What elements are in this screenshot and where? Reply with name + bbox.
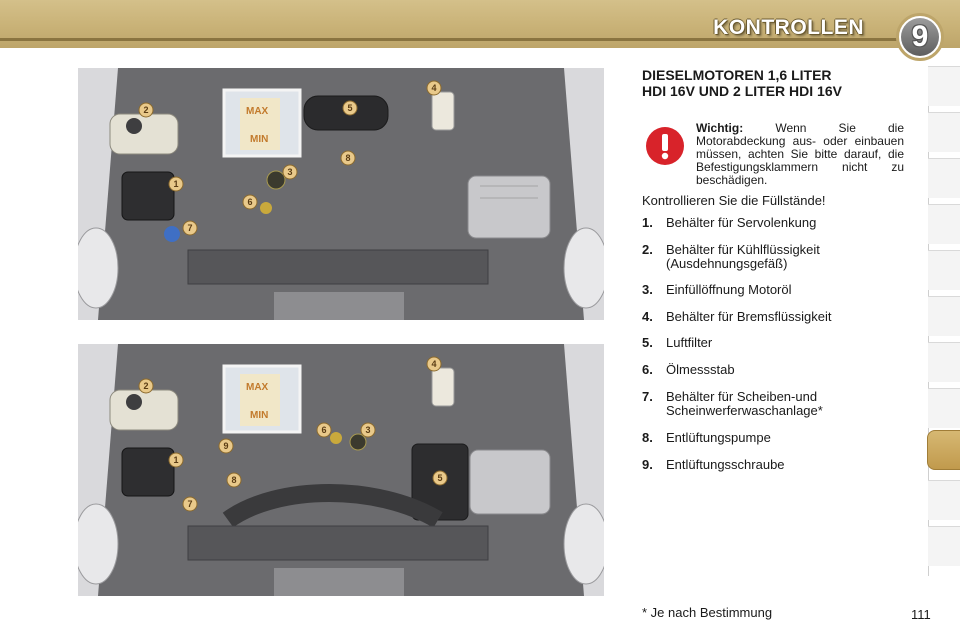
fluid-check-list [642, 216, 912, 478]
chapter-tab-4[interactable] [928, 204, 960, 244]
min-label: MIN [250, 134, 269, 145]
engine-figure-bottom [78, 344, 604, 596]
section-title [642, 67, 912, 99]
engine-illustration-top [78, 68, 604, 320]
list-item: 1. Behälter für Servolenkung [642, 215, 817, 230]
section-title-line1: DIESELMOTOREN 1,6 LITER [642, 67, 832, 83]
important-text: Wenn Sie die Motorabdeckung aus- oder einbauen müssen, achten Sie bitte darauf, die Befestigungsklammern nicht zu beschädigen. [696, 121, 905, 187]
list-item: 8. Entlüftungspumpe [642, 430, 771, 445]
chapter-tab-3[interactable] [928, 158, 960, 198]
chapter-number-badge [896, 13, 944, 61]
important-note [696, 122, 904, 187]
engine-figure-top [78, 68, 604, 320]
max-label: MAX [246, 106, 269, 117]
callout-3: 3 [287, 167, 293, 177]
list-item: 5. Luftfilter [642, 335, 713, 350]
list-item: 3. Einfüllöffnung Motoröl [642, 282, 792, 297]
callout-8: 8 [345, 153, 351, 163]
min-label: MIN [250, 410, 269, 421]
callout-5: 5 [347, 103, 353, 113]
chapter-tab-2[interactable] [928, 112, 960, 152]
callout-1: 1 [173, 455, 179, 465]
chapter-tab-7[interactable] [928, 342, 960, 382]
list-item: 4. Behälter für Bremsflüssigkeit [642, 309, 832, 324]
callout-8: 8 [231, 475, 237, 485]
chapter-tab-9-active[interactable] [927, 430, 960, 470]
max-label: MAX [246, 382, 269, 393]
engine-illustration-bottom [78, 344, 604, 596]
callout-3: 3 [365, 425, 371, 435]
chapter-tab-8[interactable] [928, 388, 960, 428]
callout-5: 5 [437, 473, 443, 483]
callout-4: 4 [431, 83, 437, 93]
warning-exclamation-icon [645, 126, 685, 166]
chapter-tab-5[interactable] [928, 250, 960, 290]
callout-6: 6 [247, 197, 253, 207]
chapter-tab-6[interactable] [928, 296, 960, 336]
list-item: 7. Behälter für Scheiben-und Scheinwerferwaschanlage* [642, 389, 823, 418]
callout-7: 7 [187, 223, 193, 233]
important-label: Wichtig: [696, 121, 744, 135]
list-item: 9. Entlüftungsschraube [642, 457, 785, 472]
intro-text: Kontrollieren Sie die Füllstände! [642, 193, 826, 208]
callout-1: 1 [173, 179, 179, 189]
callout-9: 9 [223, 441, 229, 451]
callout-7: 7 [187, 499, 193, 509]
chapter-tabs [928, 66, 960, 576]
chapter-tab-11[interactable] [928, 526, 960, 566]
callout-6: 6 [321, 425, 327, 435]
chapter-tab-1[interactable] [928, 66, 960, 106]
callout-2: 2 [143, 381, 149, 391]
callout-4: 4 [431, 359, 437, 369]
chapter-title: KONTROLLEN [713, 16, 864, 39]
list-item: 2. Behälter für Kühlflüssigkeit (Ausdehnungsgefäß) [642, 242, 820, 271]
chapter-number: 9 [901, 18, 939, 56]
page-number: 111 [911, 607, 931, 622]
section-title-line2: HDI 16V UND 2 LITER HDI 16V [642, 83, 842, 99]
footnote: * Je nach Bestimmung [642, 605, 773, 620]
page-header [0, 0, 960, 48]
list-item: 6. Ölmessstab [642, 362, 735, 377]
chapter-tab-10[interactable] [928, 480, 960, 520]
callout-2: 2 [143, 105, 149, 115]
